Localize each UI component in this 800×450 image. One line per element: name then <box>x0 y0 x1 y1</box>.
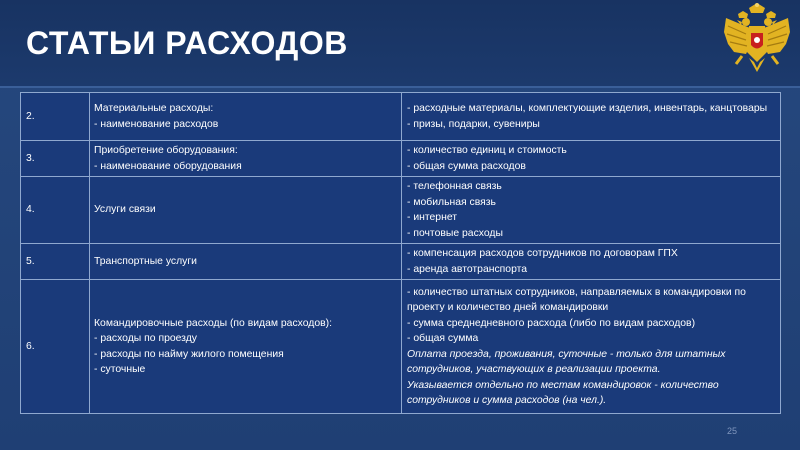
expense-category: Приобретение оборудования: - наименование оборудования <box>90 141 402 177</box>
table-row <box>21 93 781 141</box>
slide-header <box>0 0 800 86</box>
table-row <box>21 244 781 280</box>
italic-note: Указывается отдельно по местам командировок - количество сотрудников и сумма расходов (на чел.). <box>407 379 719 406</box>
expense-details: - телефонная связь - мобильная связь - интернет - почтовые расходы <box>402 177 781 244</box>
table-row <box>21 280 781 414</box>
row-number: 5. <box>21 244 90 280</box>
expense-category: Услуги связи <box>90 177 402 244</box>
row-number: 6. <box>21 280 90 414</box>
expense-category: Материальные расходы: - наименование расходов <box>90 93 402 141</box>
table-row <box>21 177 781 244</box>
expense-details: - компенсация расходов сотрудников по договорам ГПХ - аренда автотранспорта <box>402 244 781 280</box>
page-number: 25 <box>727 426 738 436</box>
italic-note: Оплата проезда, проживания, суточные - только для штатных сотрудников, участвующих в реализации проекта. <box>407 348 726 375</box>
expense-items-table <box>20 92 781 414</box>
header-divider <box>0 86 800 88</box>
row-number: 3. <box>21 141 90 177</box>
row-number: 2. <box>21 93 90 141</box>
table-row <box>21 141 781 177</box>
expense-details: - расходные материалы, комплектующие изделия, инвентарь, канцтовары - призы, подарки, сувениры <box>402 93 781 141</box>
expense-category: Транспортные услуги <box>90 244 402 280</box>
page-title: СТАТЬИ РАСХОДОВ <box>26 25 348 61</box>
expense-details: - количество штатных сотрудников, направляемых в командировки по проекту и количество дней командировки - сумма среднедневного расхода (либо по видам расходов) - общая сумма Оплата проезда, проживания, суточные - только для штатных сотрудников, участвующих в реализации проекта. Указывается отдельно по местам командировок - количество сотрудников и сумма расходов (на чел.). <box>402 280 781 414</box>
row-number: 4. <box>21 177 90 244</box>
expense-category: Командировочные расходы (по видам расходов): - расходы по проезду - расходы по найму жилого помещения - суточные <box>90 280 402 414</box>
expense-details: - количество единиц и стоимость - общая сумма расходов <box>402 141 781 177</box>
russian-coat-of-arms-icon <box>722 2 792 80</box>
